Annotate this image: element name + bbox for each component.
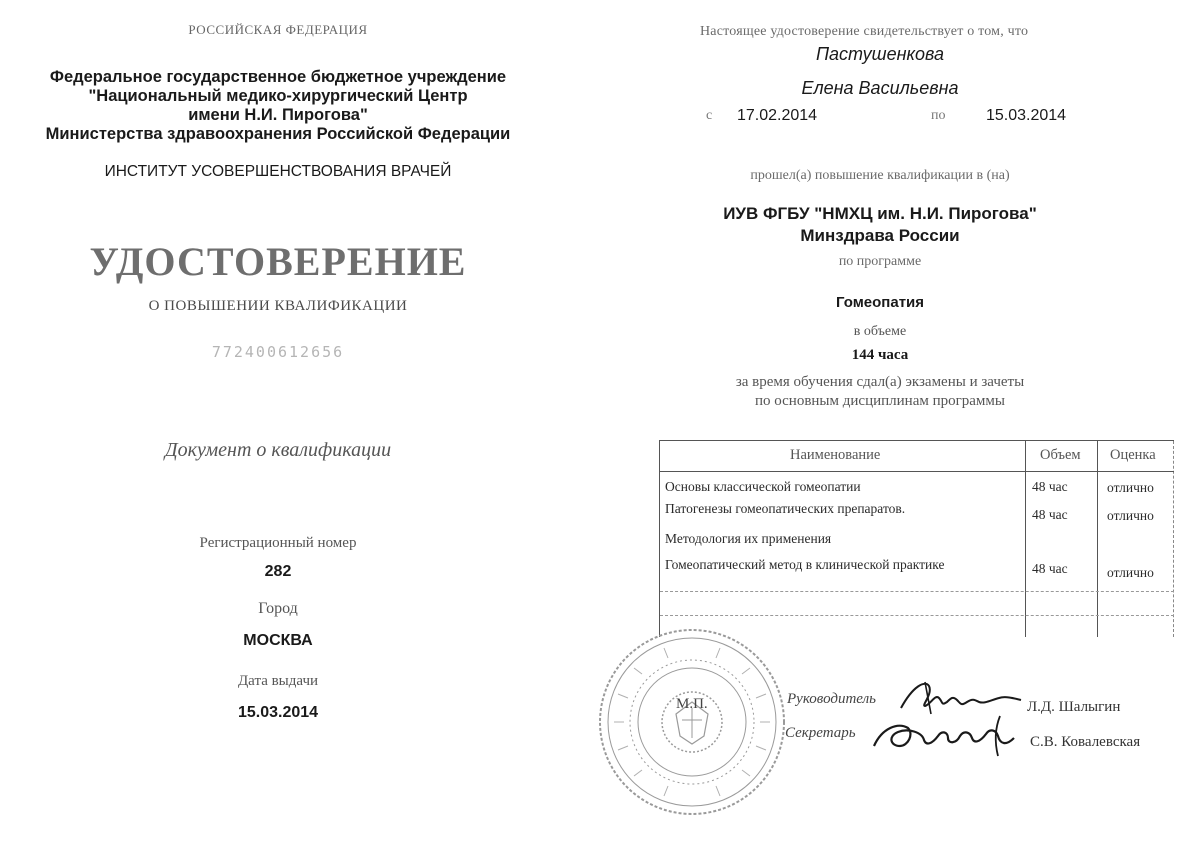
program-name: Гомеопатия: [835, 294, 925, 311]
document-type: Документ о квалификации: [164, 439, 392, 461]
program-label: по программе: [838, 254, 922, 269]
period-from-prefix: с: [706, 108, 713, 123]
form-number: 772400612656: [211, 343, 345, 361]
city-label: Город: [258, 600, 298, 617]
issue-date-label: Дата выдачи: [237, 673, 319, 689]
table-header-divider: [660, 471, 1174, 472]
period-start-date: 17.02.2014: [737, 107, 818, 124]
secretary-name: С.В. Ковалевская: [1030, 734, 1141, 750]
subjects-table: [659, 440, 1174, 637]
country-header: РОССИЙСКАЯ ФЕДЕРАЦИЯ: [188, 22, 368, 37]
document-title: УДОСТОВЕРЕНИЕ: [89, 239, 467, 284]
intro-text: Настоящее удостоверение свидетельствует о том, что: [700, 24, 1029, 39]
secretary-role-label: Секретарь: [785, 725, 856, 741]
passed-text: прошел(а) повышение квалификации в (на): [750, 168, 1010, 183]
holder-surname: Пастушенкова: [815, 44, 945, 64]
table-row-name: Патогенезы гомеопатических препаратов.: [665, 501, 906, 516]
table-row-name: Основы классической гомеопатии: [665, 479, 861, 494]
registration-number: 282: [264, 563, 292, 580]
table-header-volume: Объем: [1040, 447, 1081, 463]
table-row-volume: 48 час: [1032, 507, 1068, 522]
exams-text-line-1: за время обучения сдал(а) экзамены и зачеты: [735, 374, 1025, 390]
organization-name: [0, 68, 556, 144]
round-seal-icon: [594, 624, 790, 820]
organization-line: имени Н.И. Пирогова": [188, 106, 368, 124]
secretary-signature-icon: [868, 706, 1028, 766]
institute-name: ИНСТИТУТ УСОВЕРШЕНСТВОВАНИЯ ВРАЧЕЙ: [104, 163, 452, 180]
volume-label: в объеме: [853, 324, 907, 339]
city-value: МОСКВА: [243, 632, 313, 649]
table-header-grade: Оценка: [1110, 447, 1156, 463]
head-name: Л.Д. Шалыгин: [1027, 699, 1121, 715]
head-role-label: Руководитель: [787, 691, 876, 707]
institution-line-2: Минздрава России: [800, 226, 960, 245]
table-row-name: Гомеопатический метод в клинической практике: [665, 557, 945, 572]
table-row-name: Методология их применения: [665, 531, 832, 546]
organization-line: Министерства здравоохранения Российской Федерации: [45, 125, 511, 143]
holder-given-names: Елена Васильевна: [801, 78, 959, 98]
volume-value: 144 часа: [851, 347, 909, 363]
registration-label: Регистрационный номер: [199, 535, 357, 551]
document-subtitle: О ПОВЫШЕНИИ КВАЛИФИКАЦИИ: [148, 298, 408, 314]
table-row-volume: 48 час: [1032, 561, 1068, 576]
table-row-grade: отлично: [1107, 508, 1154, 523]
period-to-prefix: по: [931, 108, 946, 123]
organization-line: "Национальный медико-хирургический Центр: [88, 87, 468, 105]
issue-date-value: 15.03.2014: [237, 704, 319, 721]
table-row-divider: [660, 615, 1174, 616]
exams-text-line-2: по основным дисциплинам программы: [754, 393, 1005, 409]
table-row-grade: отлично: [1107, 565, 1154, 580]
table-row-divider: [660, 591, 1174, 592]
table-row-grade: отлично: [1107, 480, 1154, 495]
institution-line-1: ИУВ ФГБУ "НМХЦ им. Н.И. Пирогова": [723, 204, 1037, 223]
period-end-date: 15.03.2014: [986, 107, 1067, 124]
table-header-name: Наименование: [790, 447, 881, 463]
table-row-volume: 48 час: [1032, 479, 1068, 494]
organization-line: Федеральное государственное бюджетное учреждение: [49, 68, 507, 86]
stamp-place-label: М.П.: [676, 696, 708, 712]
